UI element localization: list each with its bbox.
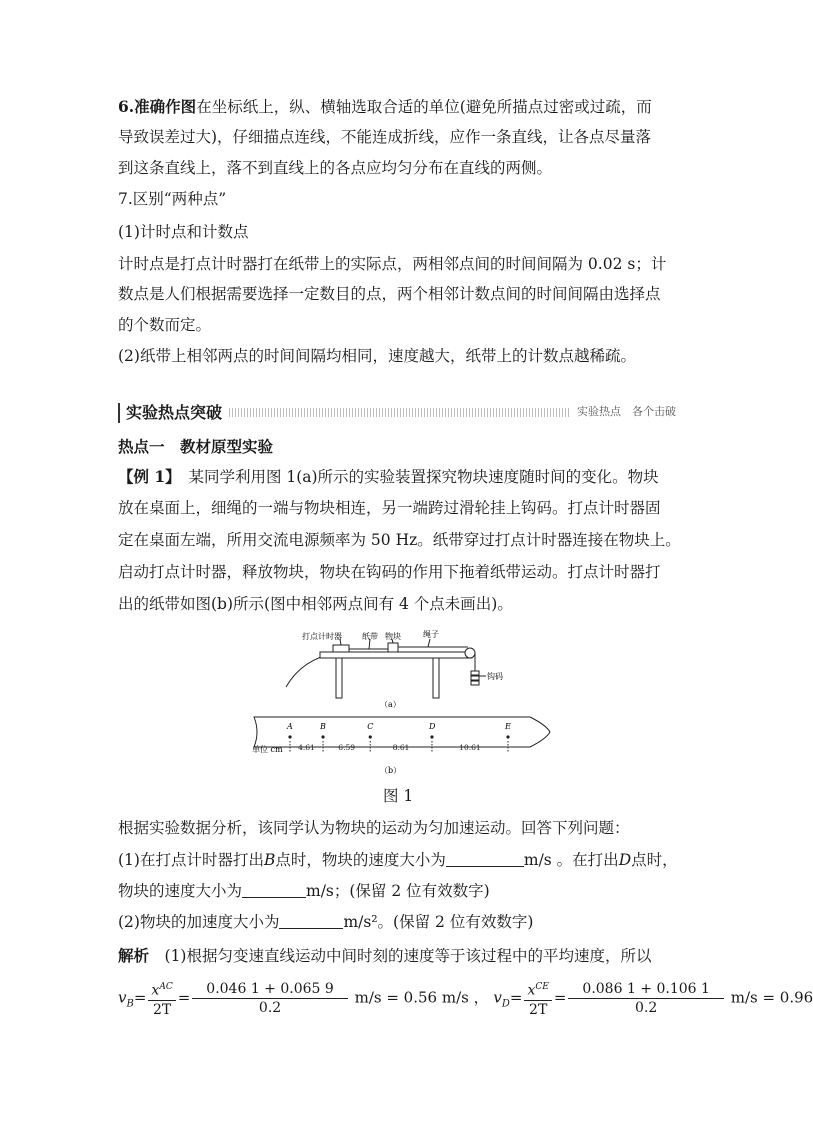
vd-result: m/s = 0.96 (730, 988, 813, 1007)
answer-blank-vb[interactable] (446, 850, 524, 867)
q1-point-b: B (263, 851, 276, 869)
vb-symbol: v (118, 988, 127, 1007)
weight-1 (471, 671, 479, 675)
timer-device (333, 645, 349, 652)
example-line2: 放在桌面上，细绳的一端与物块相连，另一端跨过滑轮挂上钩码。打点计时器固 (118, 499, 661, 517)
section-header (118, 401, 676, 427)
section-subtitle: 实验热点 各个击破 (571, 402, 676, 422)
example-tag: 【例 1】 (118, 467, 173, 486)
tape-point-label-A: A (287, 722, 293, 731)
p6-heading: 6.准确作图 (118, 97, 197, 116)
tape-point-label-E: E (505, 722, 511, 731)
question-1-line2 (118, 881, 490, 901)
example-line1 (118, 467, 659, 487)
frac-vd-values (568, 980, 724, 1017)
xce-symbol: x (527, 982, 536, 999)
caption-a: （a） (380, 700, 401, 709)
q1-text-c: m/s 。在打出 (523, 851, 619, 869)
tape-point-E (506, 735, 509, 738)
q1-text-f: m/s；(保留 2 位有效数字) (306, 882, 490, 900)
question-1-line1 (118, 850, 678, 870)
label-rope: 绳子 (423, 630, 439, 639)
vb-numerator: 0.046 1 + 0.065 9 (192, 980, 348, 999)
p7-line2: 数点是人们根据需要选择一定数目的点，两个相邻计数点间的时间间隔由选择点 (118, 285, 661, 303)
q1-text-b: 点时，物块的速度大小为 (275, 851, 446, 869)
weight-3 (471, 681, 479, 685)
figure-a-apparatus (286, 639, 486, 698)
section-title: 实验热点突破 (118, 403, 228, 423)
p7-line3: 的个数而定。 (118, 316, 212, 334)
vd-numerator: 0.086 1 + 0.106 1 (568, 980, 724, 999)
tape-point-label-B: B (320, 722, 326, 731)
table-leg-right (433, 658, 439, 698)
table-leg-left (336, 658, 342, 698)
tape-point-A (288, 735, 291, 738)
tape-point-label-C: C (367, 722, 374, 731)
xce-sup: CE (535, 982, 549, 992)
unit-label: 单位 cm (252, 745, 283, 754)
pulley (465, 648, 475, 658)
q2-text-b: m/s²。(保留 2 位有效数字) (343, 913, 534, 931)
vd-symbol: v (493, 988, 502, 1007)
two-t-1: 2T (152, 1001, 172, 1018)
frac-vb-values (192, 980, 348, 1017)
tape-point-B (321, 735, 324, 738)
hotspot-heading: 热点一 教材原型实验 (118, 437, 274, 456)
p7-title: 7.区别“两种点” (118, 190, 227, 208)
figure-caption: 图 1 (383, 787, 414, 805)
table-top (320, 652, 472, 658)
tape-distance-2: 6.59 (338, 743, 356, 752)
p6-text-1: 在坐标纸上，纵、横轴选取合适的单位(避免所描点过密或过疏，而 (196, 98, 652, 116)
label-timer: 打点计时器 (302, 632, 342, 641)
xac-sup: AC (159, 982, 173, 992)
q1-text-a: (1)在打点计时器打出 (118, 851, 264, 869)
vb-result: m/s = 0.56 m/s ， (354, 988, 489, 1007)
p6-line2: 导致误差过大)，仔细描点连线，不能连成折线，应作一条直线，让各点尽量落 (118, 128, 652, 146)
xac-symbol: x (151, 982, 160, 999)
q1-point-d: D (618, 851, 632, 869)
caption-b: （b） (380, 766, 402, 775)
p6-line1 (118, 97, 652, 117)
example-line3: 定在桌面左端，所用交流电源频率为 50 Hz。纸带穿过打点计时器连接在物块上。 (118, 531, 681, 549)
tape-marks (286, 722, 511, 753)
weight-2 (471, 676, 479, 680)
vd-sub: D (501, 998, 510, 1010)
p6-line3: 到这条直线上，落不到直线上的各点应均匀分布在直线的两侧。 (118, 159, 553, 177)
example-text-1: 某同学利用图 1(a)所示的实验装置探究物块速度随时间的变化。物块 (172, 468, 659, 486)
tape-point-C (369, 735, 372, 738)
example-line4: 启动打点计时器，释放物块，物块在钩码的作用下拖着纸带运动。打点计时器打 (118, 563, 661, 581)
q1-text-e: 物块的速度大小为 (118, 882, 243, 900)
q1-text-d: 点时， (631, 851, 678, 869)
solution-line1 (118, 946, 651, 966)
vd-denominator: 0.2 (635, 999, 658, 1016)
analysis-intro: 根据实验数据分析，该同学认为物块的运动为匀加速运动。回答下列问题： (118, 819, 630, 837)
example-line5: 出的纸带如图(b)所示(图中相邻两点间有 4 个点未画出)。 (118, 595, 513, 613)
block (388, 643, 398, 652)
tape-point-D (430, 735, 433, 738)
figure-1 (240, 625, 560, 785)
answer-blank-vd[interactable] (242, 881, 306, 898)
solution-text-1: (1)根据匀变速直线运动中间时刻的速度等于该过程中的平均速度，所以 (149, 947, 652, 965)
tape-distance-3: 8.61 (392, 743, 410, 752)
label-weight: 钩码 (487, 672, 503, 681)
two-t-2: 2T (529, 1001, 548, 1018)
rope-leader (428, 639, 430, 647)
p7-sub1: (1)计时点和计数点 (118, 223, 249, 241)
answer-blank-a[interactable] (279, 912, 343, 929)
tape-point-label-D: D (428, 722, 436, 731)
tape-distance-1: 4.61 (298, 743, 315, 752)
solution-tag: 解析 (118, 946, 150, 965)
frac-xce-2t (524, 978, 551, 1019)
p7-line1: 计时点是打点计时器打在纸带上的实际点，两相邻点间的时间间隔为 0.02 s；计 (118, 255, 667, 273)
solution-formula: $v_B=$ $\frac{x^{AC}}{2T}$ = $\frac{0.046 1 + 0.065 9}{0.2}$ m/s = 0.56 m/s ， $v_D=$ $\frac{x^{CE}}{2T}$ = $\frac{0.086 1 + 0.106 1}{0.2}$ m/s = 0.96 (118, 978, 813, 1023)
vb-sub: B (126, 998, 134, 1010)
label-tape: 纸带 (362, 632, 378, 641)
question-2 (118, 912, 533, 932)
p7-sub2: (2)纸带上相邻两点的时间间隔均相同，速度越大，纸带上的计数点越稀疏。 (118, 347, 636, 365)
q2-text-a: (2)物块的加速度大小为 (118, 913, 280, 931)
tape-distance-4: 10.61 (459, 743, 481, 752)
vb-denominator: 0.2 (258, 999, 282, 1016)
frac-xac-2t (148, 978, 175, 1019)
label-block: 物块 (385, 632, 401, 641)
